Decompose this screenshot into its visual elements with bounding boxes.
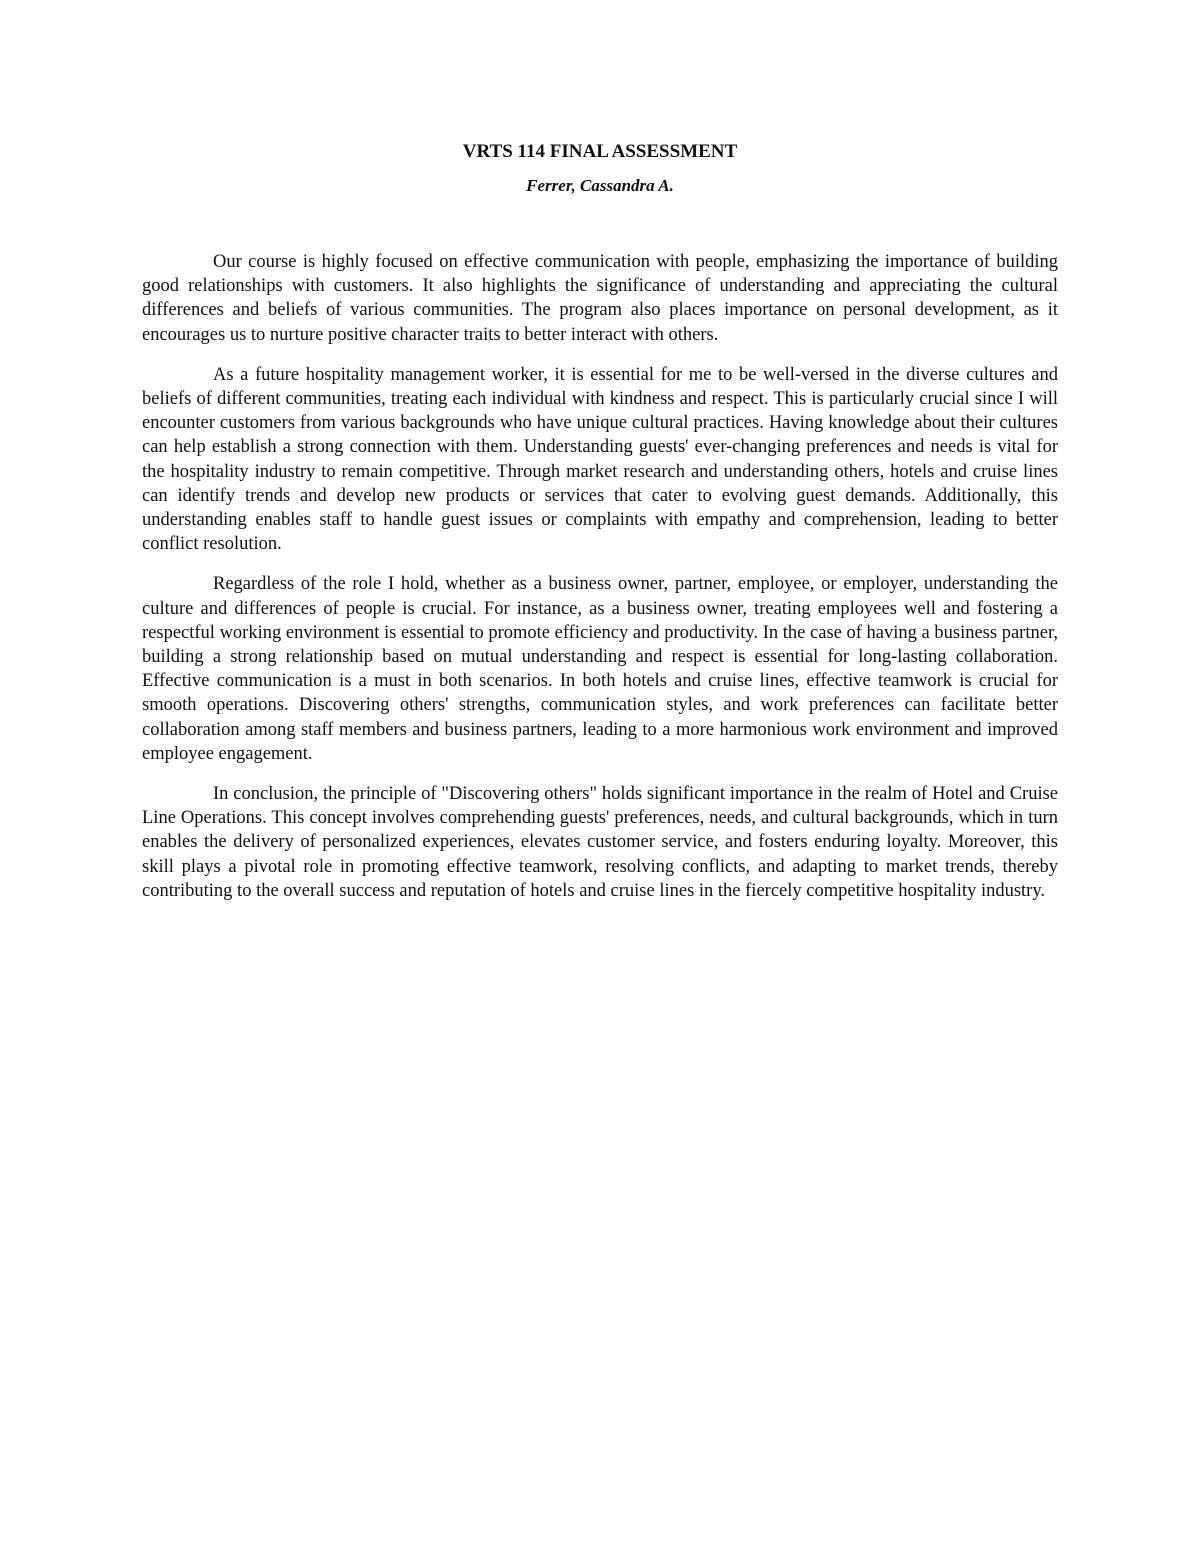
document-title: VRTS 114 FINAL ASSESSMENT (462, 141, 738, 162)
document-page (142, 140, 1058, 919)
document-body (142, 250, 1058, 903)
document-author: Ferrer, Cassandra A. (526, 176, 674, 195)
paragraph-3: Regardless of the role I hold, whether as a business owner, partner, employee, or employer, understanding the culture and differences of people is crucial. For instance, as a business owner, treating employees well and fostering a respectful working environment is essential to promote efficiency and productivity. In the case of having a business partner, building a strong relationship based on mutual understanding and respect is essential for long-lasting collaboration. Effective communication is a must in both scenarios. In both hotels and cruise lines, effective teamwork is crucial for smooth operations. Discovering others' strengths, communication styles, and work preferences can facilitate better collaboration among staff members and business partners, leading to a more harmonious work environment and improved employee engagement. (142, 574, 1058, 764)
paragraph-4: In conclusion, the principle of "Discovering others" holds significant importance in the realm of Hotel and Cruise Line Operations. This concept involves comprehending guests' preferences, needs, and cultural backgrounds, which in turn enables the delivery of personalized experiences, elevates customer service, and fosters enduring loyalty. Moreover, this skill plays a pivotal role in promoting effective teamwork, resolving conflicts, and adapting to market trends, thereby contributing to the overall success and reputation of hotels and cruise lines in the fiercely competitive hospitality industry. (142, 784, 1058, 901)
paragraph-2: As a future hospitality management worker, it is essential for me to be well-versed in the diverse cultures and beliefs of different communities, treating each individual with kindness and respect. This is particularly crucial since I will encounter customers from various backgrounds who have unique cultural practices. Having knowledge about their cultures can help establish a strong connection with them. Understanding guests' ever-changing preferences and needs is vital for the hospitality industry to remain competitive. Through market research and understanding others, hotels and cruise lines can identify trends and develop new products or services that cater to evolving guest demands. Additionally, this understanding enables staff to handle guest issues or complaints with empathy and comprehension, leading to better conflict resolution. (142, 364, 1058, 555)
paragraph-1: Our course is highly focused on effective communication with people, emphasizing the importance of building good relationships with customers. It also highlights the significance of understanding and appreciating the cultural differences and beliefs of various communities. The program also places importance on personal development, as it encourages us to nurture positive character traits to better interact with others. (142, 252, 1058, 345)
